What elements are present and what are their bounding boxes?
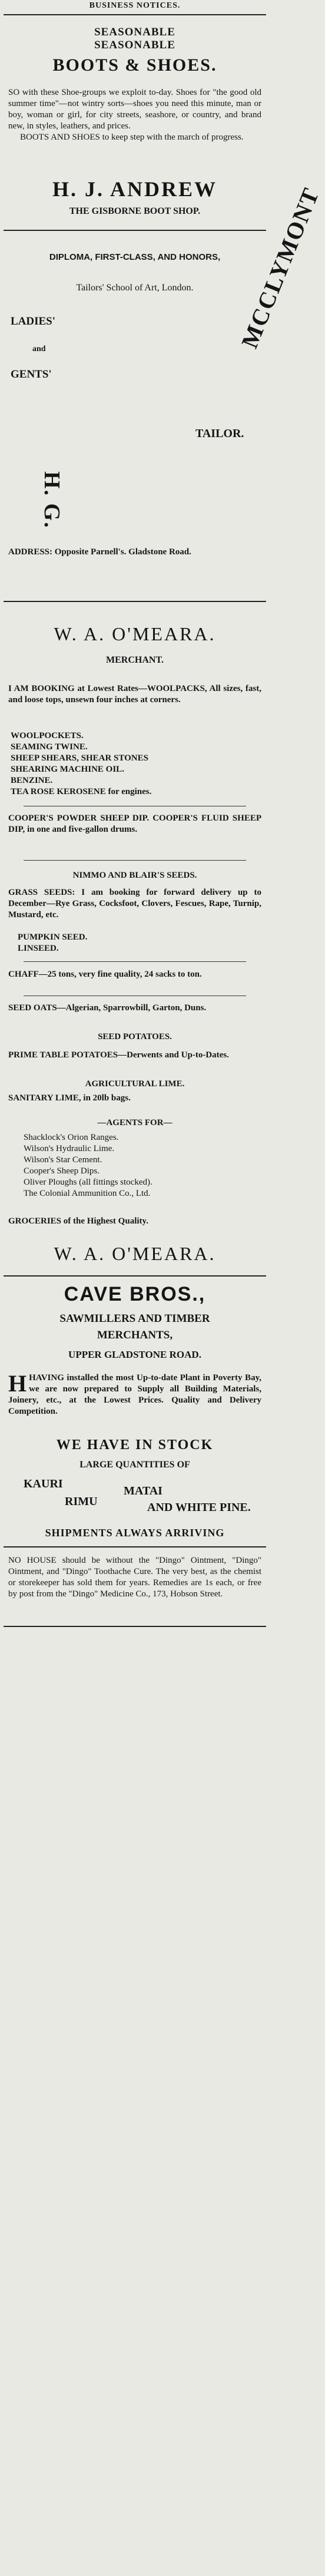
list-item: BENZINE. bbox=[11, 776, 53, 785]
divider bbox=[24, 961, 246, 962]
cave-matai: MATAI bbox=[124, 1484, 162, 1497]
omeara-title: MERCHANT. bbox=[106, 655, 164, 665]
mcclymont-tailor: TAILOR. bbox=[195, 427, 244, 440]
divider bbox=[24, 860, 246, 861]
list-item: SHEEP SHEARS, SHEAR STONES bbox=[11, 753, 148, 763]
address-value: Opposite Parnell's. Gladstone Road. bbox=[54, 547, 191, 557]
cave-line1: SAWMILLERS AND TIMBER bbox=[59, 1312, 210, 1325]
list-item: Shacklock's Orion Ranges. bbox=[24, 1133, 119, 1142]
andrew-subhead-2: SEASONABLE bbox=[94, 39, 175, 51]
list-item: Oliver Ploughs (all fittings stocked). bbox=[24, 1178, 152, 1187]
andrew-headline: BOOTS & SHOES. bbox=[52, 55, 217, 75]
address-label: ADDRESS: bbox=[8, 547, 53, 557]
list-item: Wilson's Star Cement. bbox=[24, 1155, 102, 1165]
dropcap-h: H bbox=[8, 1370, 27, 1397]
omeara-chaff: CHAFF—25 tons, very fine quality, 24 sacks to ton. bbox=[8, 970, 202, 979]
omeara-booking: I AM BOOKING at Lowest Rates—WOOLPACKS, All sizes, fast, and loose tops, unsewn four inches at corners. bbox=[8, 684, 261, 705]
andrew-name: H. J. ANDREW bbox=[52, 177, 218, 201]
omeara-grass: GRASS SEEDS: I am booking for forward delivery up to December—Rye Grass, Cocksfoot, Clovers, Fescues, Rape, Turnip, Mustard, etc. bbox=[8, 888, 261, 920]
cave-stock2: LARGE QUANTITIES OF bbox=[79, 1460, 190, 1470]
divider bbox=[4, 1275, 266, 1277]
mcclymont-school: Tailors' School of Art, London. bbox=[76, 283, 194, 293]
omeara-groceries: GROCERIES of the Highest Quality. bbox=[8, 1216, 148, 1226]
cave-body: HHAVING installed the most Up-to-date Plant in Poverty Bay, we are now prepared to Supply all Building Materials, Joinery, etc., at the Lowest Prices. Quality and Delivery Competition. bbox=[8, 1370, 261, 1416]
list-item: WOOLPOCKETS. bbox=[11, 731, 84, 740]
divider bbox=[4, 1626, 266, 1627]
divider bbox=[4, 1546, 266, 1547]
divider bbox=[4, 601, 266, 602]
cave-rimu: RIMU bbox=[65, 1495, 98, 1508]
omeara-linseed: LINSEED. bbox=[18, 944, 59, 953]
omeara-lime: AGRICULTURAL LIME. bbox=[85, 1079, 185, 1089]
cave-road: UPPER GLADSTONE ROAD. bbox=[68, 1349, 201, 1360]
omeara-name: W. A. O'MEARA. bbox=[54, 623, 216, 644]
section-title: BUSINESS NOTICES. bbox=[89, 1, 181, 10]
cave-ship: SHIPMENTS ALWAYS ARRIVING bbox=[45, 1527, 225, 1539]
omeara-oats: SEED OATS—Algerian, Sparrowbill, Garton, Duns. bbox=[8, 1003, 207, 1013]
mcclymont-address bbox=[8, 547, 261, 558]
list-item: Wilson's Hydraulic Lime. bbox=[24, 1144, 115, 1153]
cave-kauri: KAURI bbox=[24, 1477, 63, 1490]
omeara-dip: COOPER'S POWDER SHEEP DIP. COOPER'S FLUID SHEEP DIP, in one and five-gallon drums. bbox=[8, 814, 261, 834]
omeara-potatoes: SEED POTATOES. bbox=[98, 1032, 172, 1041]
omeara-sanitary: SANITARY LIME, in 20lb bags. bbox=[8, 1093, 131, 1103]
omeara-sign: W. A. O'MEARA. bbox=[54, 1243, 216, 1264]
omeara-items bbox=[11, 730, 234, 798]
mcclymont-diploma: DIPLOMA, FIRST-CLASS, AND HONORS, bbox=[49, 252, 221, 262]
omeara-pumpkin: PUMPKIN SEED. bbox=[18, 932, 88, 942]
andrew-shop: THE GISBORNE BOOT SHOP. bbox=[69, 206, 201, 216]
cave-line2: MERCHANTS, bbox=[97, 1329, 173, 1341]
andrew-body: SO with these Shoe-groups we exploit to-day. Shoes for "the good old summer time"—not wintry sorts—shoes you need this minute, man or boy, woman or girl, for city streets, seashore, or country, and brand new, in styles, leathers, and prices. BOOTS AND SHOES to keep step with the march of progress. bbox=[8, 88, 261, 142]
dingo-body: NO HOUSE should be without the "Dingo" Ointment, "Dingo" Ointment, and "Dingo" Toothache Cure. The very best, as the chemist or storekeeper has sold them for years. Remedies are 1s each, or free by post from the "Dingo" Medicine Co., 173, Hobson Street. bbox=[8, 1556, 261, 1599]
cave-stock1: WE HAVE IN STOCK bbox=[56, 1437, 214, 1453]
omeara-agents bbox=[24, 1132, 247, 1199]
cave-white: AND WHITE PINE. bbox=[147, 1501, 251, 1514]
cave-name: CAVE BROS., bbox=[64, 1283, 206, 1305]
mcclymont-surname: MCCLYMONT bbox=[236, 183, 325, 352]
omeara-agents-title: —AGENTS FOR— bbox=[97, 1118, 173, 1127]
mcclymont-and: and bbox=[32, 345, 46, 353]
omeara-seeds-title: NIMMO AND BLAIR'S SEEDS. bbox=[72, 871, 197, 880]
andrew-subhead-1: SEASONABLE bbox=[94, 26, 175, 38]
omeara-prime: PRIME TABLE POTATOES—Derwents and Up-to-Dates. bbox=[8, 1050, 229, 1060]
list-item: TEA ROSE KEROSENE for engines. bbox=[11, 787, 152, 796]
list-item: SHEARING MACHINE OIL. bbox=[11, 765, 124, 774]
list-item: SEAMING TWINE. bbox=[11, 742, 88, 752]
divider bbox=[4, 14, 266, 15]
divider bbox=[4, 230, 266, 231]
list-item: The Colonial Ammunition Co., Ltd. bbox=[24, 1189, 151, 1198]
list-item: Cooper's Sheep Dips. bbox=[24, 1166, 100, 1176]
mcclymont-initials: H. G. bbox=[39, 471, 64, 529]
mcclymont-gents: GENTS' bbox=[11, 368, 52, 381]
mcclymont-ladies: LADIES' bbox=[11, 315, 56, 328]
